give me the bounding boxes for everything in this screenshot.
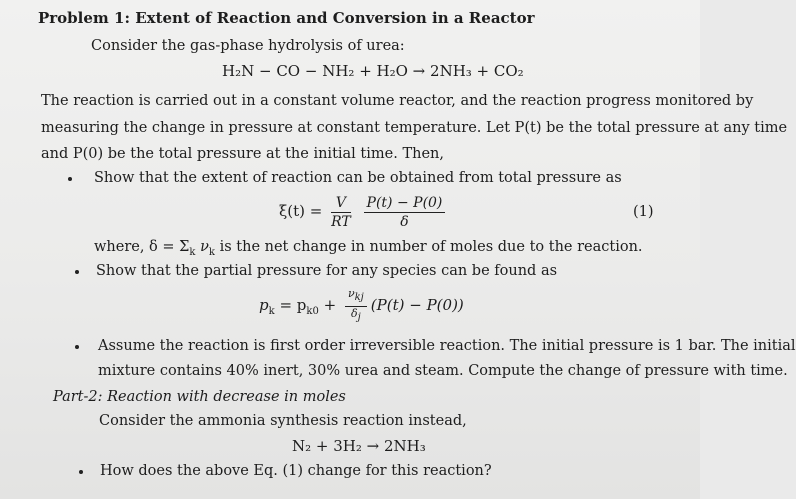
eq2-nu-subscript: kj [354, 292, 364, 304]
bullet-3-line-1: Assume the reaction is first order irreversible reaction. The initial pressure is 1 bar. The initial [98, 338, 796, 354]
eq2-delta: δ [351, 306, 358, 320]
bullet-dot-1 [68, 177, 72, 181]
eq2-frac-denominator [345, 307, 367, 324]
eq1-fraction-pressure [364, 195, 446, 230]
eq2-equals-p: = p [274, 296, 307, 314]
bullet-dot-3 [75, 345, 79, 349]
eq2-p: p [259, 296, 269, 314]
equation-1 [279, 194, 449, 230]
paragraph-line-1: The reaction is carried out in a constant volume reactor, and the reaction progress monitored by [41, 93, 754, 109]
eq2-p0-subscript: k0 [306, 306, 319, 317]
equation-2 [259, 288, 464, 329]
eq2-p-subscript: k [268, 306, 275, 317]
where-delta-prefix: where, δ = Σ [94, 239, 190, 255]
part-2-heading: Part-2: Reaction with decrease in moles [53, 389, 346, 405]
where-delta-rest: is the net change in number of moles due to the reaction. [214, 239, 643, 255]
where-delta-line [94, 238, 643, 262]
eq2-plus: + [318, 296, 337, 314]
bullet-1-text: Show that the extent of reaction can be obtained from total pressure as [94, 170, 622, 186]
ammonia-reaction-equation: N₂ + 3H₂ → 2NH₃ [292, 437, 426, 455]
eq2-rhs: (P(t) − P(0)) [370, 296, 464, 314]
eq2-fraction [345, 288, 367, 323]
eq2-nu: ν [347, 287, 355, 301]
urea-reaction-equation: H₂N − CO − NH₂ + H₂O → 2NH₃ + CO₂ [222, 62, 524, 80]
eq1-frac2-denominator: δ [400, 213, 409, 230]
problem-title: Problem 1: Extent of Reaction and Conversion in a Reactor [38, 9, 535, 27]
part-2-question: How does the above Eq. (1) change for this reaction? [100, 463, 492, 479]
part-2-intro: Consider the ammonia synthesis reaction instead, [99, 413, 467, 429]
bullet-3-line-2: mixture contains 40% inert, 30% urea and steam. Compute the change of pressure with time. [98, 363, 788, 379]
bullet-2-text: Show that the partial pressure for any species can be found as [96, 263, 558, 279]
eq2-delta-subscript: j [357, 311, 361, 323]
bullet-dot-2 [75, 270, 79, 274]
where-sigma-subscript: k [189, 246, 196, 258]
eq1-frac1-numerator: V [331, 195, 351, 213]
where-nu-symbol: ν [195, 239, 209, 255]
eq1-frac1-denominator: RT [331, 213, 351, 230]
eq2-frac-numerator [345, 288, 367, 306]
where-nu-subscript: k [208, 246, 215, 258]
bullet-dot-4 [79, 470, 83, 474]
paragraph-line-2: measuring the change in pressure at constant temperature. Let P(t) be the total pressure at any time [41, 120, 788, 136]
intro-text: Consider the gas-phase hydrolysis of urea: [91, 38, 405, 54]
paragraph-line-3: and P(0) be the total pressure at the initial time. Then, [41, 146, 444, 162]
eq1-frac2-numerator: P(t) − P(0) [364, 195, 446, 213]
eq1-lhs: ξ(t) = [279, 202, 323, 220]
eq1-fraction-v-rt [331, 195, 351, 230]
equation-1-number: (1) [633, 204, 654, 220]
